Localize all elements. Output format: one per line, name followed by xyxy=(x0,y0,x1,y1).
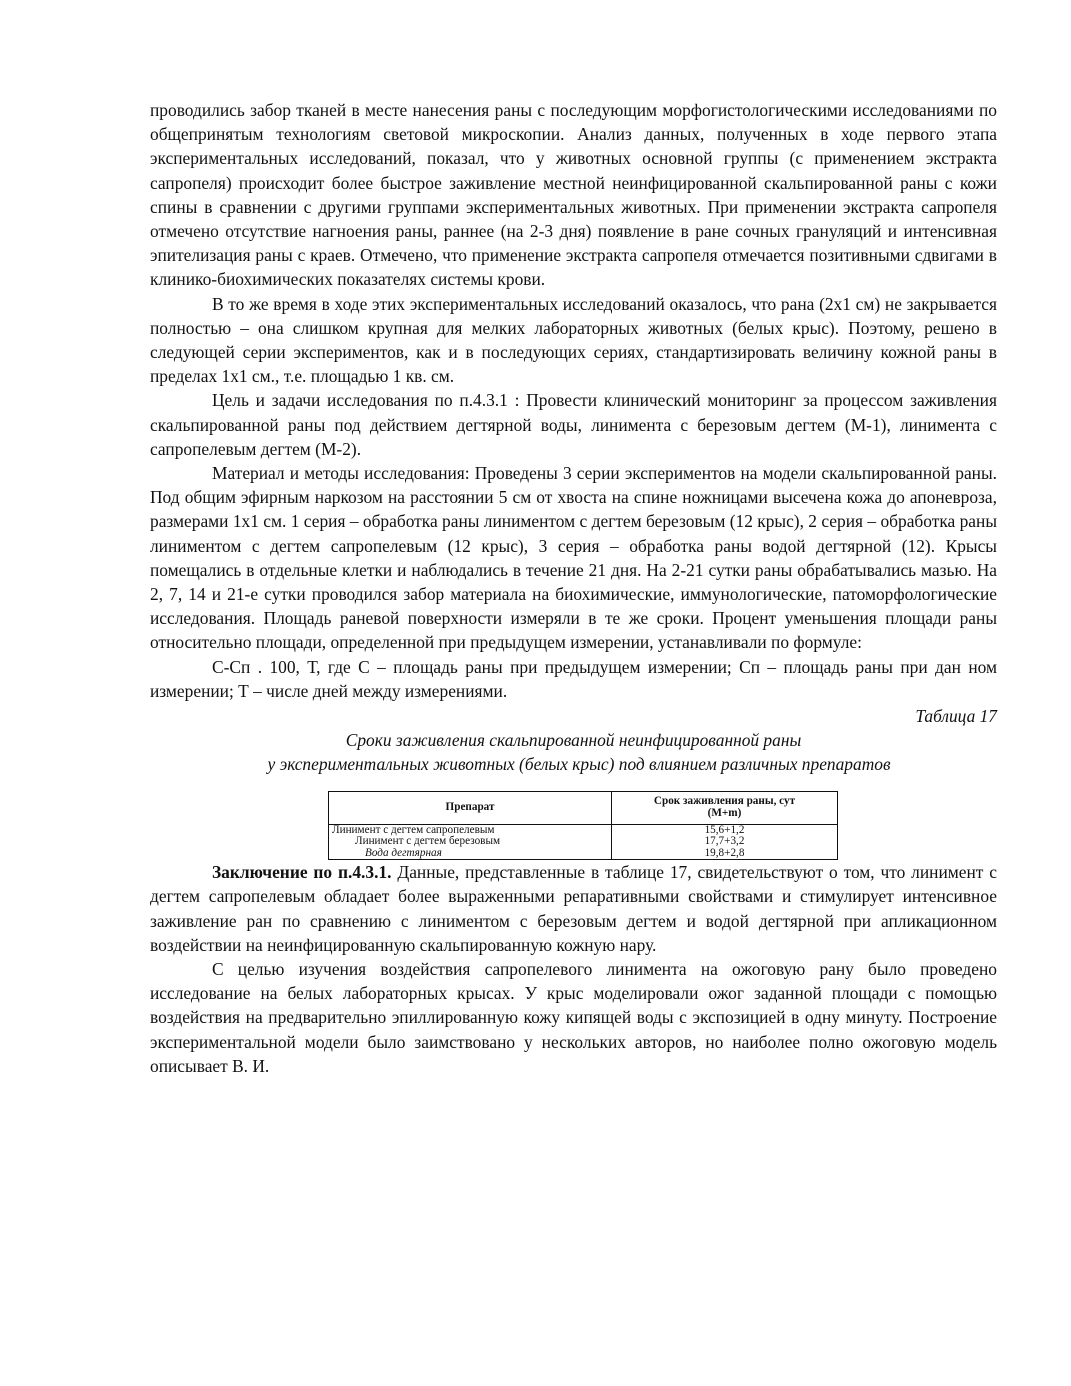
paragraph-goals: Цель и задачи исследования по п.4.3.1 : Провести клинический мониторинг за процессом заживления скальпированной раны под действием дегтярной воды, линимента с березовым дегтем (М-1), линимента с сапропелевым дегтем (М-2). xyxy=(150,390,997,459)
table-header-drug: Препарат xyxy=(329,791,612,824)
document-page xyxy=(150,98,997,1078)
paragraph-methods: Материал и методы исследования: Проведены 3 серии экспериментов на модели скальпированной раны. Под общим эфирным наркозом на расстоянии 5 см от хвоста на спине ножницами высечена кожа до апоневроза, размерами 1х1 см. 1 серия – обработка раны линиментом с дегтем березовым (12 крыс), 2 серия – обработка раны линиментом с дегтем сапропелевым (12 крыс), 3 серия – обработка раны водой дегтярной (12). Крысы помещались в отдельные клетки и наблюдались в течение 21 дня. На 2-21 сутки раны обрабатывались мазью. На 2, 7, 14 и 21-е сутки проводился забор материала на биохимические, иммунологические, патоморфологические исследования. Площадь раневой поверхности измеряли в те же сроки. Процент уменьшения площади раны относительно площади, определенной при предыдущем измерении, устанавливали по формуле: xyxy=(150,463,997,653)
table-caption xyxy=(150,728,997,776)
table-header-healing-time xyxy=(612,791,838,824)
table-cell-value: 15,6+1,2 xyxy=(612,824,838,836)
paragraph-conclusion xyxy=(150,860,997,957)
paragraph-burn-study: С целью изучения воздействия сапропелевого линимента на ожоговую рану было проведено исследование на белых лабораторных крысах. У крыс моделировали ожог заданной площади с помощью воздействия на предварительно эпиллированную кожу кипящей воды с экспозицией в одну минуту. Построение экспериментальной модели было заимствовано у нескольких авторов, но наиболее полно ожоговую модель описывает В. И. xyxy=(150,959,997,1076)
table-header-row xyxy=(329,791,838,824)
table-header-healing-time-line-2: (M+m) xyxy=(707,806,742,819)
table-cell-drug: Вода дегтярная xyxy=(329,848,612,860)
table-header-healing-time-line-1: Срок заживления раны, сут xyxy=(653,795,796,808)
table-row xyxy=(329,836,838,848)
table-caption-line-2: у экспериментальных животных (белых крыс) под влиянием различных препаратов xyxy=(267,754,891,775)
conclusion-text: Данные, представленные в таблице 17, свидетельствуют о том, что линимент с дегтем сапропелевым обладает более выраженными репаративными свойствами и стимулирует интенсивное заживление ран по сравнению с линиментом с березовым дегтем и водой дегтярной при апликационном воздействии на неинфицированную скальпированную кожную нару. xyxy=(150,862,997,955)
table-row xyxy=(329,848,838,860)
table-cell-value: 19,8+2,8 xyxy=(612,848,838,860)
table-label: Таблица 17 xyxy=(915,706,997,727)
conclusion-heading: Заключение по п.4.3.1. xyxy=(212,862,392,883)
table-cell-value: 17,7+3,2 xyxy=(612,836,838,848)
healing-time-table xyxy=(328,791,838,861)
table-cell-drug: Линимент с дегтем сапропелевым xyxy=(329,824,612,836)
paragraph-wound-size: В то же время в ходе этих экспериментальных исследований оказалось, что рана (2х1 см) не закрывается полностью – она слишком крупная для мелких лабораторных животных (белых крыс). Поэтому, решено в следующей серии экспериментов, как и в последующих сериях, стандартизировать величину кожной раны в пределах 1х1 см., т.е. площадью 1 кв. см. xyxy=(150,293,997,387)
table-cell-drug: Линимент с дегтем березовым xyxy=(329,836,612,848)
paragraph-intro: проводились забор тканей в месте нанесения раны с последующим морфогистологическими исследованиями по общепринятым технологиям световой микроскопии. Анализ данных, полученных в ходе первого этапа экспериментальных исследований, показал, что у животных основной группы (с применением экстракта сапропеля) происходит более быстрое заживление местной неинфицированной скальпированной раны с кожи спины в сравнении с другими группами экспериментальных животных. При применении экстракта сапропеля отмечено отсутствие нагноения раны, раннее (на 2-3 дня) появление в ране сочных грануляций и интенсивная эпителизация раны с краев. Отмечено, что применение экстракта сапропеля отмечается позитивными сдвигами в клинико-биохимических показателях системы крови. xyxy=(150,100,997,290)
table-caption-line-1: Сроки заживления скальпированной неинфицированной раны xyxy=(345,730,802,751)
paragraph-formula: С-Сп . 100, Т, где С – площадь раны при предыдущем измерении; Сп – площадь раны при дан ном измерении; Т – числе дней между измерениями. xyxy=(150,656,997,701)
